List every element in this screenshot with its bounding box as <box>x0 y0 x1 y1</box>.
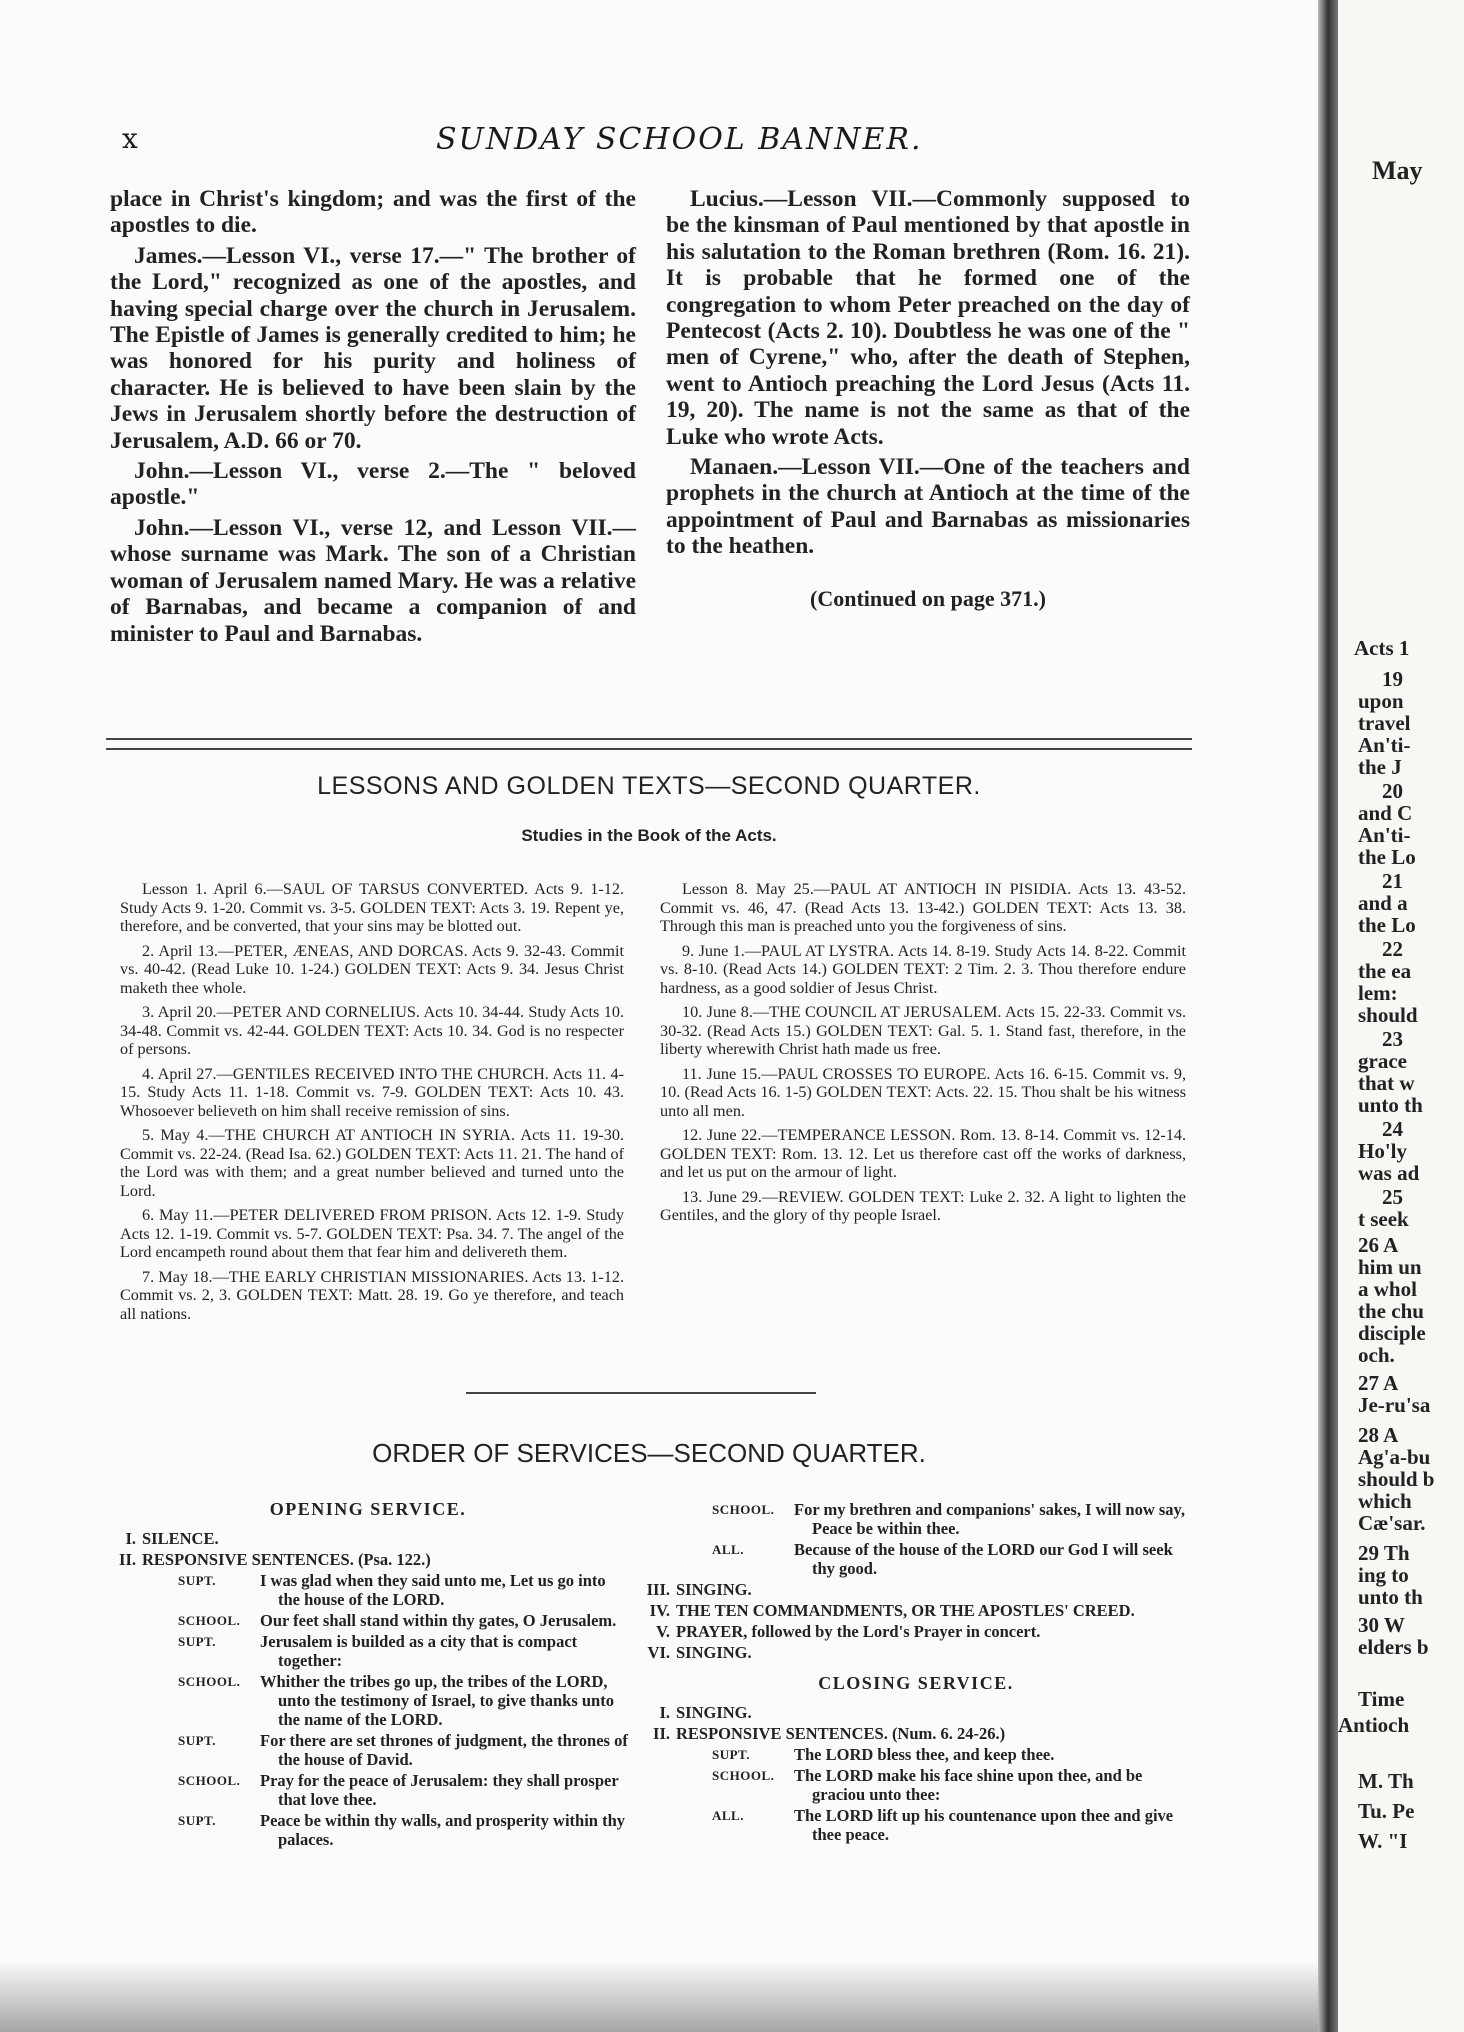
service-text: RESPONSIVE SENTENCES. (Psa. 122.) <box>142 1550 431 1569</box>
service-text: RESPONSIVE SENTENCES. (Num. 6. 24-26.) <box>676 1724 1006 1743</box>
lesson-entry: 4. April 27.—GENTILES RECEIVED INTO THE CHURCH. Acts 11. 4-15. Study Acts 11. 1-18. Commit vs. 7-9. GOLDEN TEXT: Acts 10. 43. Whosoever believeth on him shall receive remission of sins. <box>120 1064 624 1120</box>
facing-page-fragment: the Lo <box>1358 913 1416 937</box>
service-numeral: II. <box>653 1724 670 1743</box>
speaker-label: SCHOOL. <box>178 1674 241 1689</box>
facing-page-fragment: which <box>1358 1489 1412 1513</box>
service-text: For my brethren and companions' sakes, I will now say, Peace be within thee. <box>794 1500 1186 1538</box>
facing-page-fragment: unto th <box>1358 1093 1423 1117</box>
running-head <box>0 122 1330 162</box>
paragraph: place in Christ's kingdom; and was the first of the apostles to die. <box>110 186 636 239</box>
service-line <box>106 1529 630 1548</box>
service-text: THE TEN COMMANDMENTS, OR THE APOSTLES' CREED. <box>676 1601 1135 1620</box>
facing-page-fragment: Ho'ly <box>1358 1139 1408 1163</box>
service-text: SILENCE. <box>142 1529 219 1548</box>
facing-page-fragment: Tu. Pe <box>1358 1799 1415 1823</box>
lesson-entry: 2. April 13.—PETER, ÆNEAS, AND DORCAS. Acts 9. 32-43. Commit vs. 40-42. (Read Luke 10. 1-24.) GOLDEN TEXT: Acts 9. 34. Jesus Christ maketh thee whole. <box>120 941 624 997</box>
service-line <box>640 1540 1192 1578</box>
lessons-right-column <box>660 880 1186 1231</box>
closing-service-heading: CLOSING SERVICE. <box>818 1673 1014 1693</box>
book-gutter <box>1318 0 1338 2032</box>
facing-page-fragment: M. Th <box>1358 1769 1414 1793</box>
paragraph: John.—Lesson VI., verse 2.—The " beloved apostle." <box>110 458 636 511</box>
facing-page-fragment: Time <box>1358 1687 1405 1711</box>
facing-page-fragment: and C <box>1358 801 1413 825</box>
lesson-entry: 11. June 15.—PAUL CROSSES TO EUROPE. Acts 16. 6-15. Commit vs. 9, 10. (Read Acts 16. 1-5) GOLDEN TEXT: Acts. 22. 15. Thou shalt be his witness unto all men. <box>660 1064 1186 1120</box>
facing-page-fragment: Antioch <box>1338 1713 1410 1737</box>
service-text: Jerusalem is builded as a city that is compact together: <box>260 1632 578 1670</box>
lesson-entry: Lesson 1. April 6.—SAUL OF TARSUS CONVERTED. Acts 9. 1-12. Study Acts 9. 1-20. Commit vs. 3-5. GOLDEN TEXT: Acts 3. 19. Repent ye, therefore, and be converted, that your sins may be blotted out. <box>120 880 624 935</box>
journal-title: SUNDAY SCHOOL BANNER. <box>436 122 923 157</box>
service-text: Peace be within thy walls, and prosperity within thy palaces. <box>260 1811 626 1849</box>
speaker-label: ALL. <box>712 1808 744 1823</box>
service-numeral: III. <box>646 1580 670 1599</box>
facing-page-fragment: the J <box>1358 755 1402 779</box>
facing-page-fragment: him un <box>1358 1255 1422 1279</box>
lesson-entry: 10. June 8.—THE COUNCIL AT JERUSALEM. Acts 15. 22-33. Commit vs. 30-32. (Read Acts 15.) GOLDEN TEXT: Gal. 5. 1. Stand fast, therefore, in the liberty wherewith Christ hath made us free. <box>660 1003 1186 1058</box>
facing-page-fragment: that w <box>1358 1071 1415 1095</box>
service-line <box>640 1703 1192 1722</box>
service-text: SINGING. <box>676 1580 752 1599</box>
facing-page-fragment: 20 <box>1382 779 1403 803</box>
service-line <box>106 1611 630 1630</box>
divider <box>106 748 1192 750</box>
facing-page-fragment: Cæ'sar. <box>1358 1511 1426 1535</box>
facing-page-fragment: elders b <box>1358 1635 1429 1659</box>
facing-page-fragment: disciple <box>1358 1321 1426 1345</box>
facing-page-fragment: travel <box>1358 711 1411 735</box>
service-text: Whither the tribes go up, the tribes of the LORD, unto the testimony of Israel, to give thanks unto the name of the LORD. <box>260 1672 614 1729</box>
facing-page-fragment: the Lo <box>1358 845 1416 869</box>
service-numeral: VI. <box>647 1643 670 1662</box>
facing-page-fragment: grace <box>1358 1049 1407 1073</box>
service-numeral <box>106 1771 142 1809</box>
service-line <box>106 1731 630 1769</box>
speaker-label: ALL. <box>712 1542 744 1557</box>
service-numeral <box>106 1611 142 1630</box>
facing-page-fragment: Je-ru'sa <box>1358 1393 1431 1417</box>
service-numeral <box>106 1571 142 1609</box>
service-numeral <box>106 1811 142 1849</box>
facing-page-fragment: lem: <box>1358 981 1398 1005</box>
service-line <box>106 1632 630 1670</box>
facing-page-fragment: 29 Th <box>1358 1541 1410 1565</box>
service-text: Pray for the peace of Jerusalem: they shall prosper that love thee. <box>260 1771 619 1809</box>
service-line <box>106 1571 630 1609</box>
speaker-label: SUPT. <box>178 1634 217 1649</box>
facing-page-fragment: May <box>1372 156 1423 185</box>
facing-page-fragment: ing to <box>1358 1563 1409 1587</box>
speaker-label: SCHOOL. <box>178 1613 241 1628</box>
facing-page-fragment: should <box>1358 1003 1418 1027</box>
lesson-entry: 7. May 18.—THE EARLY CHRISTIAN MISSIONARIES. Acts 13. 1-12. Commit vs. 2, 3. GOLDEN TEXT: Matt. 28. 19. Go ye therefore, and teach all nations. <box>120 1267 624 1323</box>
page-folio: x <box>122 122 138 155</box>
facing-page-fragment: and a <box>1358 891 1408 915</box>
facing-page-fragment: 19 <box>1382 667 1403 691</box>
service-numeral <box>106 1731 142 1769</box>
facing-page-fragment: An'ti- <box>1358 733 1411 757</box>
speaker-label: SCHOOL. <box>178 1773 241 1788</box>
facing-page-fragment: An'ti- <box>1358 823 1411 847</box>
service-line <box>640 1580 1192 1599</box>
service-numeral: I. <box>659 1703 670 1722</box>
service-line <box>640 1643 1192 1662</box>
closing-service-list <box>640 1703 1192 1844</box>
lesson-entry: 9. June 1.—PAUL AT LYSTRA. Acts 14. 8-19. Study Acts 14. 8-22. Commit vs. 8-10. (Read Acts 14.) GOLDEN TEXT: 2 Tim. 2. 3. Thou therefore endure hardness, as a good soldier of Jesus Christ. <box>660 941 1186 997</box>
service-line <box>640 1806 1192 1844</box>
service-text: Because of the house of the LORD our God I will seek thy good. <box>794 1540 1173 1578</box>
facing-page-fragment: Ag'a-bu <box>1358 1445 1431 1469</box>
facing-page-edge <box>1338 0 1464 2032</box>
service-numeral <box>640 1745 676 1764</box>
service-line <box>106 1672 630 1729</box>
facing-page-fragment: 22 <box>1382 937 1403 961</box>
service-numeral <box>640 1500 676 1538</box>
paragraph: Lucius.—Lesson VII.—Commonly supposed to be the kinsman of Paul mentioned by that apostle in his salutation to the Roman brethren (Rom. 16. 21). It is probable that he formed one of the congregation to whom Peter preached on the day of Pentecost (Acts 2. 10). Doubtless he was one of the " men of Cyrene," who, after the death of Stephen, went to Antioch preaching the Lord Jesus (Acts 11. 19, 20). The name is not the same as that of the Luke who wrote Acts. <box>666 186 1190 450</box>
facing-page-fragment: 26 A <box>1358 1233 1399 1257</box>
facing-page-fragment: 30 W <box>1358 1613 1405 1637</box>
short-divider <box>466 1392 816 1394</box>
service-line <box>640 1601 1192 1620</box>
service-numeral <box>640 1766 676 1804</box>
service-numeral: I. <box>125 1529 136 1548</box>
divider <box>106 738 1192 740</box>
services-right-column <box>640 1500 1192 1846</box>
facing-page-fragment: the ea <box>1358 959 1412 983</box>
service-text: The LORD bless thee, and keep thee. <box>794 1745 1055 1764</box>
services-title: ORDER OF SERVICES—SECOND QUARTER. <box>372 1438 926 1468</box>
speaker-label: SCHOOL. <box>712 1502 775 1517</box>
facing-page-fragment: 24 <box>1382 1117 1403 1141</box>
facing-page-fragment: 23 <box>1382 1027 1403 1051</box>
service-numeral: IV. <box>649 1601 670 1620</box>
speaker-label: SUPT. <box>712 1747 751 1762</box>
lesson-entry: 3. April 20.—PETER AND CORNELIUS. Acts 10. 34-44. Study Acts 10. 34-48. Commit vs. 42-44. GOLDEN TEXT: Acts 10. 34. God is no respecter of persons. <box>120 1003 624 1058</box>
lesson-entry: 5. May 4.—THE CHURCH AT ANTIOCH IN SYRIA. Acts 11. 19-30. Commit vs. 22-24. (Read Isa. 62.) GOLDEN TEXT: Acts 11. 21. The hand of the Lord was with them; and a great number believed and turned unto the Lord. <box>120 1126 624 1200</box>
left-text-column <box>110 186 636 651</box>
service-text: I was glad when they said unto me, Let us go into the house of the LORD. <box>260 1571 606 1609</box>
page-shadow <box>0 1960 1330 2032</box>
service-text: The LORD lift up his countenance upon thee and give thee peace. <box>794 1806 1174 1844</box>
facing-page-fragment: W. "I <box>1358 1829 1408 1853</box>
continued-note: (Continued on page 371.) <box>810 585 1046 611</box>
facing-page-fragment: unto th <box>1358 1585 1423 1609</box>
facing-page-fragment: the chu <box>1358 1299 1424 1323</box>
facing-page-fragment: a whol <box>1358 1277 1417 1301</box>
facing-page-fragment: 28 A <box>1358 1423 1399 1447</box>
speaker-label: SUPT. <box>178 1813 217 1828</box>
lessons-title: LESSONS AND GOLDEN TEXTS—SECOND QUARTER. <box>317 772 981 800</box>
continued-service-list <box>640 1500 1192 1662</box>
paragraph: Manaen.—Lesson VII.—One of the teachers and prophets in the church at Antioch at the time of the appointment of Paul and Barnabas as missionaries to the heathen. <box>666 454 1190 560</box>
service-numeral: II. <box>119 1550 136 1569</box>
facing-page-fragment: 27 A <box>1358 1371 1399 1395</box>
service-text: The LORD make his face shine upon thee, and be graciou unto thee: <box>794 1766 1143 1804</box>
facing-page-fragment: was ad <box>1358 1161 1420 1185</box>
lessons-left-column <box>120 880 624 1329</box>
facing-page-fragment: should b <box>1358 1467 1435 1491</box>
service-text: For there are set thrones of judgment, the thrones of the house of David. <box>260 1731 628 1769</box>
right-text-column <box>666 186 1190 612</box>
lessons-subtitle: Studies in the Book of the Acts. <box>521 826 777 845</box>
paragraph: John.—Lesson VI., verse 12, and Lesson VII.—whose surname was Mark. The son of a Christian woman of Jerusalem named Mary. He was a relative of Barnabas, and became a companion of and minister to Paul and Barnabas. <box>110 514 636 647</box>
facing-page-fragment: 21 <box>1382 869 1403 893</box>
facing-page-fragment: t seek <box>1358 1207 1409 1231</box>
speaker-label: SCHOOL. <box>712 1768 775 1783</box>
opening-service-list <box>106 1529 630 1849</box>
opening-service-heading: OPENING SERVICE. <box>269 1499 467 1519</box>
service-numeral <box>640 1806 676 1844</box>
service-numeral <box>106 1632 142 1670</box>
service-line <box>106 1811 630 1849</box>
facing-page-fragment: upon <box>1358 689 1404 713</box>
service-line <box>640 1500 1192 1538</box>
service-line <box>106 1771 630 1809</box>
speaker-label: SUPT. <box>178 1733 217 1748</box>
service-line <box>640 1724 1192 1743</box>
facing-page-fragment: Acts 1 <box>1354 636 1410 660</box>
paragraph: James.—Lesson VI., verse 17.—" The brother of the Lord," recognized as one of the apostles, and having special charge over the church in Jerusalem. The Epistle of James is generally credited to him; he was honored for his purity and holiness of character. He is believed to have been slain by the Jews in Jerusalem shortly before the destruction of Jerusalem, A.D. 66 or 70. <box>110 242 636 454</box>
service-text: SINGING. <box>676 1703 752 1722</box>
facing-page-fragment: och. <box>1358 1343 1395 1367</box>
service-line <box>106 1550 630 1569</box>
service-text: PRAYER, followed by the Lord's Prayer in concert. <box>676 1622 1041 1641</box>
lesson-entry: Lesson 8. May 25.—PAUL AT ANTIOCH IN PISIDIA. Acts 13. 43-52. Commit vs. 46, 47. (Read Acts 13. 13-42.) GOLDEN TEXT: Acts 13. 38. Through this man is preached unto you the forgiveness of sins. <box>660 880 1186 935</box>
opening-service <box>106 1494 630 1851</box>
lesson-entry: 6. May 11.—PETER DELIVERED FROM PRISON. Acts 12. 1-9. Study Acts 12. 1-19. Commit vs. 5-7. GOLDEN TEXT: Psa. 34. 7. The angel of the Lord encampeth round about them that fear him and delivereth them. <box>120 1206 624 1261</box>
speaker-label: SUPT. <box>178 1573 217 1588</box>
lesson-entry: 13. June 29.—REVIEW. GOLDEN TEXT: Luke 2. 32. A light to lighten the Gentiles, and the glory of thy people Israel. <box>660 1187 1186 1224</box>
service-numeral <box>640 1540 676 1578</box>
service-line <box>640 1766 1192 1804</box>
service-numeral: V. <box>656 1622 670 1641</box>
service-text: SINGING. <box>676 1643 752 1662</box>
service-text: Our feet shall stand within thy gates, O Jerusalem. <box>260 1611 617 1630</box>
service-numeral <box>106 1672 142 1729</box>
service-line <box>640 1745 1192 1764</box>
service-line <box>640 1622 1192 1641</box>
lesson-entry: 12. June 22.—TEMPERANCE LESSON. Rom. 13. 8-14. Commit vs. 12-14. GOLDEN TEXT: Rom. 13. 12. Let us therefore cast off the works of darkness, and let us put on the armour of light. <box>660 1126 1186 1181</box>
facing-page-fragment: 25 <box>1382 1185 1403 1209</box>
